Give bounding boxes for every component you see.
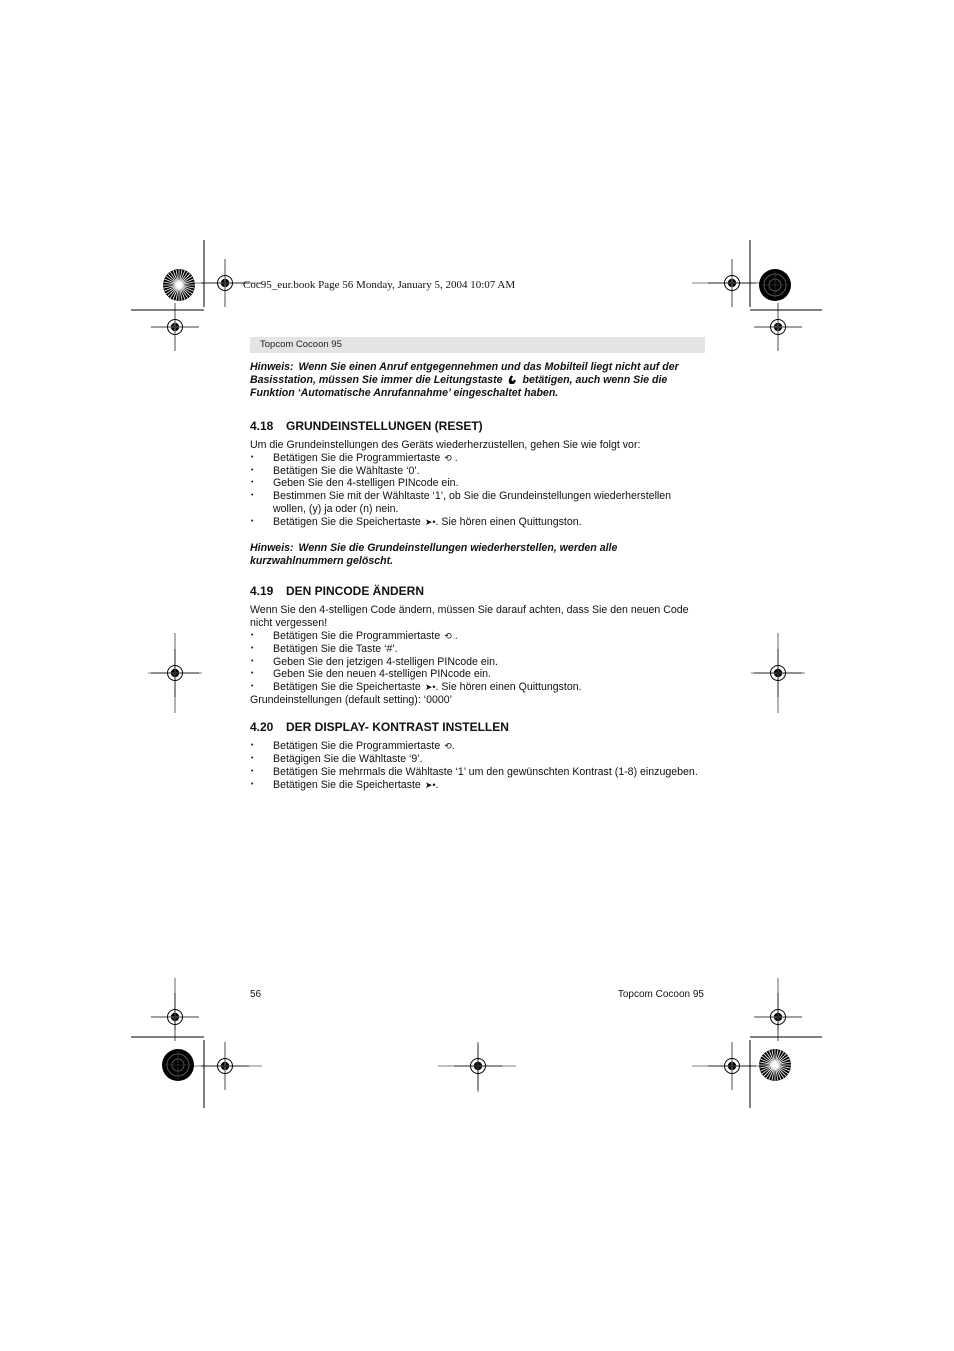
reset-note — [250, 542, 706, 568]
intro-note — [250, 361, 706, 400]
running-header — [250, 337, 705, 353]
section-heading-4-18 — [250, 419, 706, 433]
line-key-phone-icon — [506, 374, 520, 384]
footer-product: Topcom Cocoon 95 — [617, 989, 704, 1000]
list-item: • Betätigen Sie die Taste ‘#’. — [250, 643, 706, 656]
step-list — [250, 740, 706, 792]
step-list — [250, 630, 706, 695]
section-title: DER DISPLAY- KONTRAST INSTELLEN — [286, 720, 509, 735]
list-item: • Geben Sie den neuen 4-stelligen PINcode ein. — [250, 668, 706, 681]
section-intro: Um die Grundeinstellungen des Geräts wiederherzustellen, gehen Sie wie folgt vor: — [250, 438, 641, 451]
page-number: 56 — [250, 989, 262, 1000]
section-title: DEN PINCODE ÄNDERN — [286, 583, 425, 598]
list-item: • Betätigen Sie die Programmiertaste ⟲ . — [250, 630, 706, 643]
section-intro: Wenn Sie den 4-stelligen Code ändern, müssen Sie darauf achten, dass Sie den neuen Code nicht vergessen! — [250, 603, 689, 629]
list-item: • Betätigen Sie mehrmals die Wähltaste ‘1’ um den gewünschten Kontrast (1-8) einzugeben. — [250, 766, 706, 779]
list-item: • Betätigen Sie die Speichertaste ➤•. Sie hören einen Quittungston. — [250, 516, 706, 529]
section-heading-4-19 — [250, 584, 706, 598]
page-content — [250, 361, 706, 792]
note-lead: Hinweis: — [250, 361, 294, 373]
program-key-icon: ⟲ — [444, 452, 452, 463]
note-text-b: betätigen, auch wenn Sie die Funktion ‘Automatische Anrufannahme’ eingeschaltet haben. — [250, 373, 668, 399]
list-item: • Geben Sie den 4-stelligen PINcode ein. — [250, 477, 706, 490]
running-header-text: Topcom Cocoon 95 — [260, 339, 342, 350]
step-list — [250, 452, 706, 529]
program-key-icon: ⟲ — [444, 630, 452, 641]
list-item: • Betätigen Sie die Wähltaste ‘0’. — [250, 465, 706, 478]
list-item: • Betätigen Sie die Programmiertaste ⟲ . — [250, 452, 706, 465]
section-number: 4.19 — [250, 583, 274, 598]
memory-key-icon: ➤• — [424, 682, 436, 693]
list-item: • Betätigen Sie die Programmiertaste ⟲. — [250, 740, 706, 753]
list-item: • Geben Sie den jetzigen 4-stelligen PINcode ein. — [250, 656, 706, 669]
note-text: Wenn Sie die Grundeinstellungen wiederherstellen, werden alle kurzwahlnummern gelöscht. — [250, 542, 618, 567]
note-lead: Hinweis: — [250, 542, 294, 555]
program-key-icon: ⟲ — [444, 741, 452, 752]
default-setting: Grundeinstellungen (default setting): ‘0000’ — [250, 694, 453, 707]
list-item: • Betätigen Sie die Speichertaste ➤•. Sie hören einen Quittungston. — [250, 681, 706, 694]
memory-key-icon: ➤• — [424, 779, 436, 790]
print-slug: Coc95_eur.book Page 56 Monday, January 5, 2004 10:07 AM — [243, 279, 516, 291]
section-number: 4.18 — [250, 418, 274, 433]
section-title: GRUNDEINSTELLUNGEN (RESET) — [286, 418, 483, 433]
list-item: • Betätigen Sie die Speichertaste ➤•. — [250, 779, 706, 792]
section-number: 4.20 — [250, 720, 274, 735]
list-item: • Bestimmen Sie mit der Wähltaste ‘1’, ob Sie die Grundeinstellungen wiederherstellen wollen, (y) ja oder (n) nein. — [250, 490, 706, 516]
memory-key-icon: ➤• — [424, 517, 436, 528]
note-text-a: Wenn Sie einen Anruf entgegennehmen und das Mobilteil liegt nicht auf der Basisstation, müssen Sie immer die Leitungstaste — [250, 361, 679, 386]
section-heading-4-20 — [250, 720, 706, 734]
list-item: • Betägigen Sie die Wähltaste ‘9’. — [250, 753, 706, 766]
